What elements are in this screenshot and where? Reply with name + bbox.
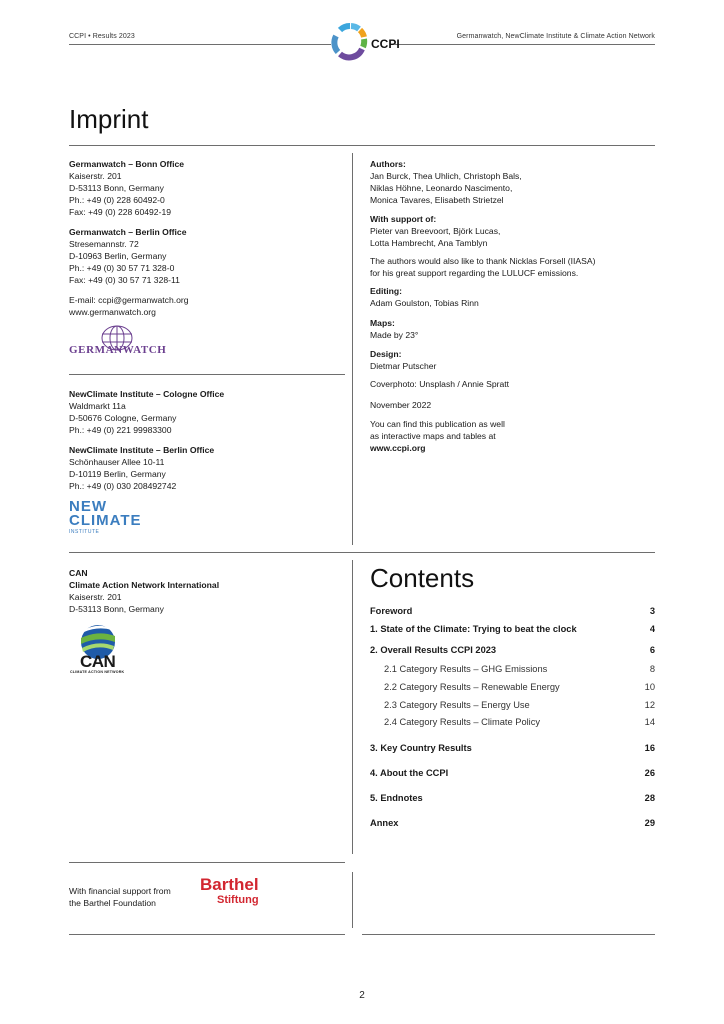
header-rule-left [69,44,331,45]
thanks-line: The authors would also like to thank Nicklas Forsell (IIASA) [370,256,596,266]
toc-item-page: 29 [644,818,655,828]
funding-rule-right [362,934,655,935]
toc-item-page: 6 [649,645,655,655]
toc-item-label: 3. Key Country Results [370,743,472,753]
contents-title: Contents [370,563,475,593]
maps-credit: Made by 23° [370,330,419,340]
can-block [69,567,219,615]
funding-block [69,885,171,909]
newclimate-berlin-heading: NewClimate Institute – Berlin Office [69,445,215,455]
toc-item-page: 26 [644,768,655,778]
imprint-title: Imprint [69,104,149,134]
design-credit: Dietmar Putscher [370,361,437,371]
toc-item-page: 16 [644,743,655,753]
can-address-line: D-53113 Bonn, Germany [69,604,164,614]
germanwatch-berlin-line: Fax: +49 (0) 30 57 71 328-11 [69,275,180,285]
germanwatch-bonn-line: Kaiserstr. 201 [69,171,122,181]
toc-item-label: 2. Overall Results CCPI 2023 [370,645,497,655]
germanwatch-berlin-line: Ph.: +49 (0) 30 57 71 328-0 [69,263,175,273]
maps-label: Maps: [370,318,395,328]
germanwatch-berlin-line: D-10963 Berlin, Germany [69,251,167,261]
toc-item-foreword[interactable] [370,606,655,616]
toc-item-page: 12 [644,700,655,710]
newclimate-berlin-block [69,444,214,492]
newclimate-cologne-line: D-50676 Cologne, Germany [69,413,177,423]
toc-item-page: 14 [644,717,655,727]
can-logo-text: CAN [80,652,116,671]
newclimate-logo-sub: INSTITUTE [69,529,100,535]
funding-line: the Barthel Foundation [69,898,156,908]
support-label: With support of: [370,214,437,224]
germanwatch-berlin-block [69,226,186,286]
funding-rule-left [69,934,345,935]
toc-item-state-of-climate[interactable] [370,624,655,634]
authors-line: Monica Tavares, Elisabeth Strietzel [370,195,504,205]
maps-block [370,317,418,341]
toc-item-label: 2.3 Category Results – Energy Use [384,700,530,710]
can-heading: CAN [69,568,88,578]
toc-item-annex[interactable] [370,818,655,828]
can-full-name: Climate Action Network International [69,580,220,590]
support-block [370,213,500,249]
editing-label: Editing: [370,286,402,296]
design-block [370,348,436,372]
authors-line: Jan Burck, Thea Uhlich, Christoph Bals, [370,171,522,181]
toc-item-label: Foreword [370,606,413,616]
column-divider-top [352,153,353,545]
editing-names: Adam Goulston, Tobias Rinn [370,298,479,308]
page-number: 2 [359,990,365,1001]
find-block [370,418,505,454]
germanwatch-bonn-line: D-53113 Bonn, Germany [69,183,164,193]
column-divider-bottom [352,872,353,928]
toc-item-label: 2.1 Category Results – GHG Emissions [384,664,548,674]
toc-item-overall-results[interactable] [370,645,655,655]
newclimate-berlin-line: D-10119 Berlin, Germany [69,469,166,479]
toc-item-endnotes[interactable] [370,793,655,803]
ccpi-logo-icon [330,22,370,62]
toc-item-label: 2.2 Category Results – Renewable Energy [384,682,560,692]
germanwatch-contact-block [69,294,189,318]
newclimate-cologne-line: Ph.: +49 (0) 221 99983300 [69,425,172,435]
coverphoto-credit: Coverphoto: Unsplash / Annie Spratt [370,379,510,389]
germanwatch-bonn-line: Fax: +49 (0) 228 60492-19 [69,207,172,217]
toc-item-page: 3 [649,606,655,616]
header-rule-right [395,44,655,45]
editing-block [370,285,479,309]
barthel-logo-text: Barthel [200,875,259,894]
newclimate-berlin-line: Schönhauser Allee 10-11 [69,457,165,467]
toc-item-climate-policy[interactable] [384,717,655,727]
newclimate-logo [69,500,159,540]
newclimate-rule [69,552,655,553]
toc-item-label: 4. About the CCPI [370,768,449,778]
toc-item-energy-use[interactable] [384,700,655,710]
authors-label: Authors: [370,159,406,169]
can-logo-sub: CLIMATE ACTION NETWORK [70,670,125,674]
newclimate-cologne-line: Waldmarkt 11a [69,401,126,411]
germanwatch-bonn-block [69,158,184,218]
funding-line: With financial support from [69,886,171,896]
support-line: Pieter van Breevoort, Björk Lucas, [370,226,501,236]
toc-item-page: 10 [644,682,655,692]
column-divider-middle [352,560,353,854]
germanwatch-rule [69,374,345,375]
find-line: You can find this publication as well [370,419,505,429]
newclimate-logo-line1: NEW [69,498,107,515]
header-right-text: Germanwatch, NewClimate Institute & Climate Action Network [456,33,655,40]
germanwatch-berlin-line: Stresemannstr. 72 [69,239,139,249]
germanwatch-website[interactable]: www.germanwatch.org [69,307,156,317]
germanwatch-logo-text: GERMANWATCH [69,344,167,356]
authors-block [370,158,522,206]
thanks-block [370,255,595,279]
credits-spacer [362,145,655,146]
germanwatch-berlin-heading: Germanwatch – Berlin Office [69,227,187,237]
newclimate-berlin-line: Ph.: +49 (0) 030 208492742 [69,481,177,491]
ccpi-url-link[interactable]: www.ccpi.org [370,443,426,453]
toc-item-page: 4 [649,624,655,634]
design-label: Design: [370,349,402,359]
newclimate-cologne-block [69,388,224,436]
toc-item-label: 2.4 Category Results – Climate Policy [384,717,541,727]
ccpi-logo-text: CCPI [371,37,400,51]
toc-item-ghg-emissions[interactable] [384,664,655,674]
barthel-logo-sub: Stiftung [217,894,259,906]
toc-item-label: Annex [370,818,399,828]
toc-item-key-country-results[interactable] [370,743,655,753]
authors-line: Niklas Höhne, Leonardo Nascimento, [370,183,513,193]
newclimate-cologne-heading: NewClimate Institute – Cologne Office [69,389,225,399]
toc-item-label: 5. Endnotes [370,793,423,803]
support-line: Lotta Hambrecht, Ana Tamblyn [370,238,488,248]
find-line: as interactive maps and tables at [370,431,496,441]
newclimate-logo-line2: CLIMATE [69,512,142,529]
thanks-line: for his great support regarding the LULUCF emissions. [370,268,579,278]
germanwatch-bonn-heading: Germanwatch – Bonn Office [69,159,185,169]
toc-item-renewable-energy[interactable] [384,682,655,692]
can-address-line: Kaiserstr. 201 [69,592,122,602]
header-left-text: CCPI • Results 2023 [69,33,135,40]
toc-item-page: 28 [644,793,655,803]
germanwatch-email[interactable]: E-mail: ccpi@germanwatch.org [69,295,189,305]
publication-date: November 2022 [370,400,432,410]
can-rule [69,862,345,863]
toc-item-label: 1. State of the Climate: Trying to beat the clock [370,624,577,634]
toc-item-page: 8 [649,664,655,674]
germanwatch-bonn-line: Ph.: +49 (0) 228 60492-0 [69,195,165,205]
toc-item-about-ccpi[interactable] [370,768,655,778]
